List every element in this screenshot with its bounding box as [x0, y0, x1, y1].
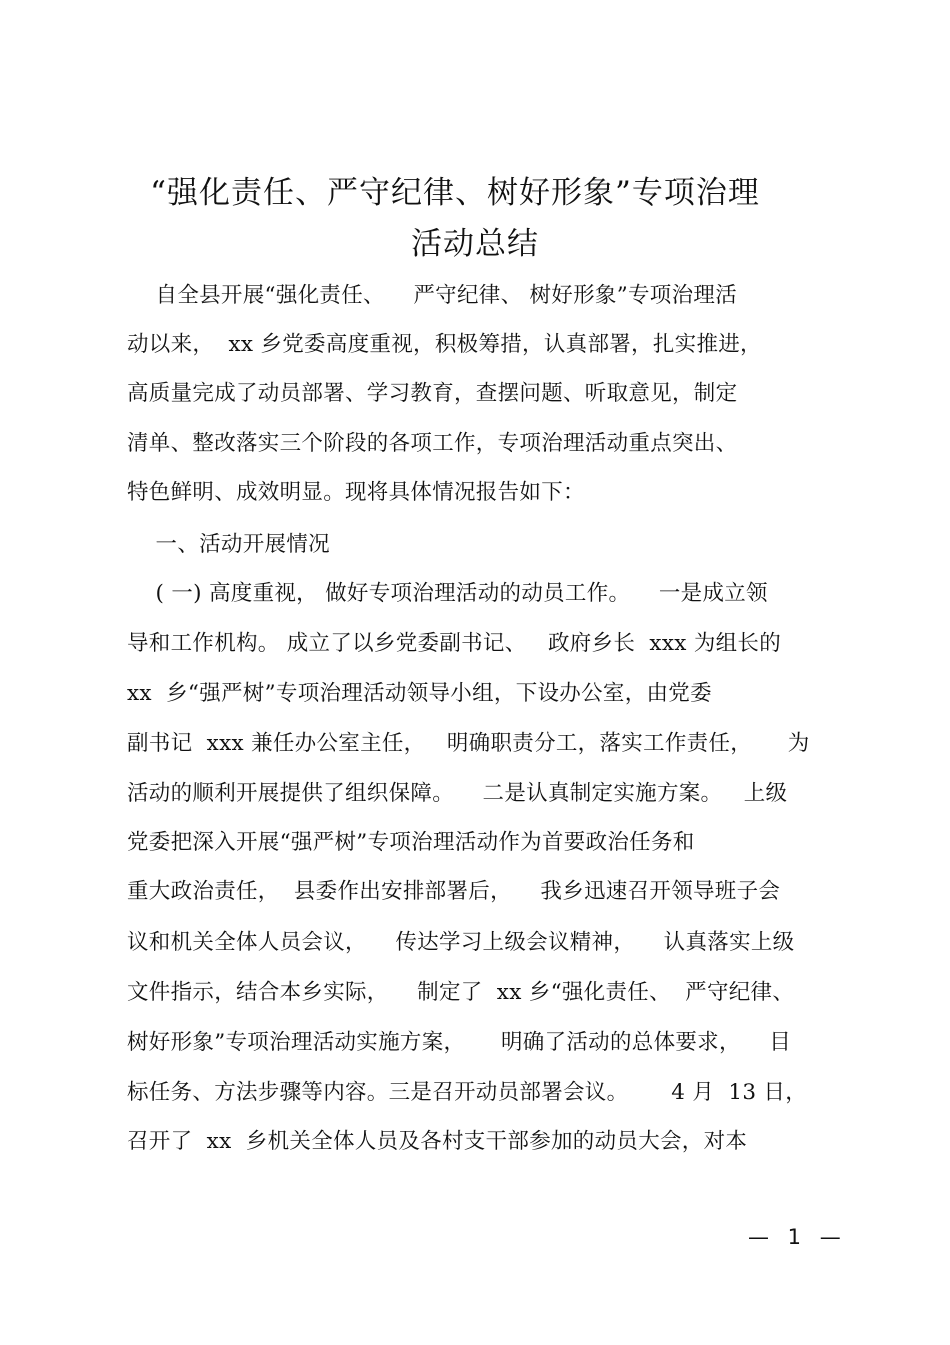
body-line: 文件指示，结合本乡实际， 制定了 xx 乡“强化责任、 严守纪律、	[127, 980, 795, 1005]
body-line: 副书记 xxx 兼任办公室主任， 明确职责分工，落实工作责任， 为	[127, 731, 810, 756]
body-line: 党委把深入开展“强严树”专项治理活动作为首要政治任务和	[127, 830, 695, 855]
document-title-line-2: 活动总结	[411, 226, 539, 262]
body-line: 活动的顺利开展提供了组织保障。 二是认真制定实施方案。 上级	[127, 781, 788, 806]
body-line: 自全县开展“强化责任、 严守纪律、 树好形象”专项治理活	[127, 283, 737, 308]
section-heading: 一、活动开展情况	[127, 532, 330, 557]
body-line: 召开了 xx 乡机关全体人员及各村支干部参加的动员大会，对本	[127, 1129, 748, 1154]
document-title-line-1: “强化责任、严守纪律、树好形象”专项治理	[150, 175, 760, 211]
body-line: 标任务、方法步骤等内容。三是召开动员部署会议。 4 月 13 日，	[127, 1080, 808, 1105]
body-line: 高质量完成了动员部署、学习教育，查摆问题、听取意见，制定	[127, 381, 738, 406]
body-line: 重大政治责任， 县委作出安排部署后， 我乡迅速召开领导班子会	[127, 879, 781, 904]
body-line: 动以来， xx 乡党委高度重视，积极筹措，认真部署，扎实推进，	[127, 332, 762, 357]
body-line: 议和机关全体人员会议， 传达学习上级会议精神， 认真落实上级	[127, 930, 795, 955]
body-line: ( 一) 高度重视， 做好专项治理活动的动员工作。 一是成立领	[127, 581, 768, 606]
body-line: 清单、整改落实三个阶段的各项工作，专项治理活动重点突出、	[127, 431, 738, 456]
body-line: 树好形象”专项治理活动实施方案， 明确了活动的总体要求， 目	[127, 1030, 792, 1055]
page-number: — 1 —	[748, 1225, 847, 1249]
body-line: xx 乡“强严树”专项治理活动领导小组，下设办公室，由党委	[127, 681, 712, 706]
body-line: 特色鲜明、成效明显。现将具体情况报告如下：	[127, 480, 585, 505]
body-line: 导和工作机构。 成立了以乡党委副书记、 政府乡长 xxx 为组长的	[127, 631, 782, 656]
